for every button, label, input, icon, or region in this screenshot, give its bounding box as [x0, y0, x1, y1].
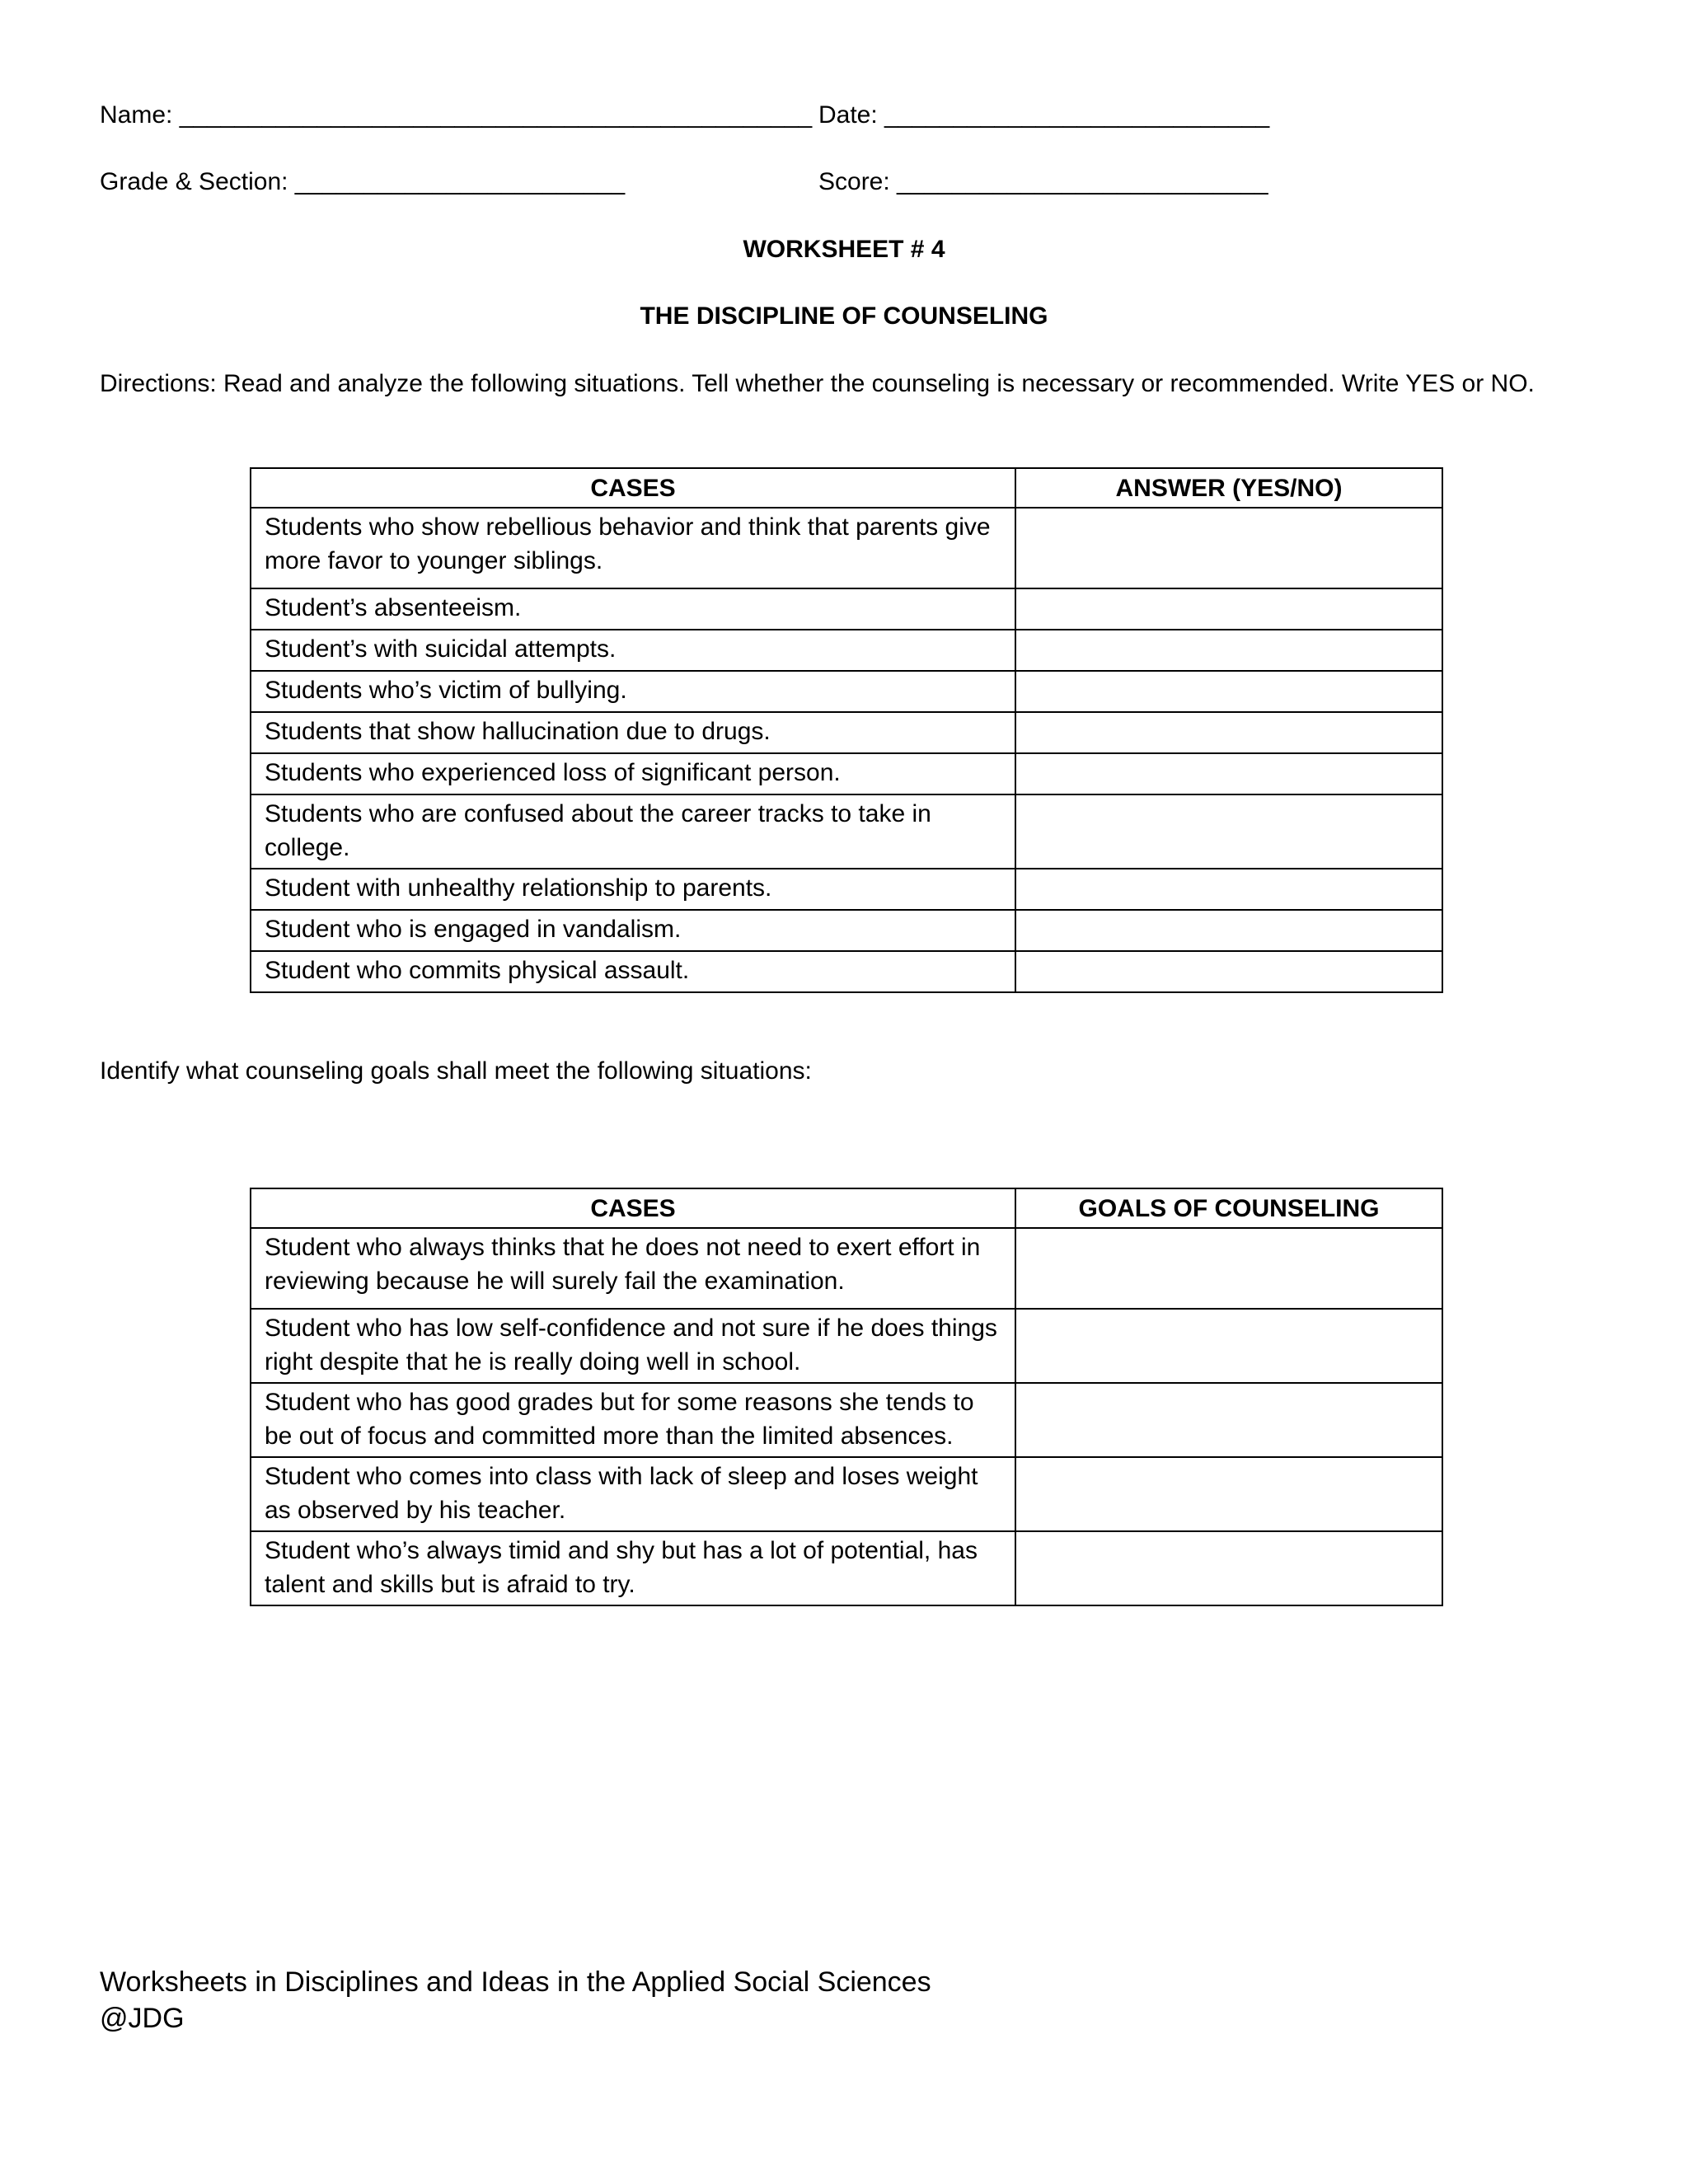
case-text: Student’s with suicidal attempts.: [251, 630, 1015, 671]
goal-cell[interactable]: [1015, 1383, 1442, 1457]
table-row: [251, 794, 1442, 869]
table-row: [251, 951, 1442, 992]
goal-cell[interactable]: [1015, 1228, 1442, 1309]
case-text: Student who comes into class with lack of sleep and loses weight as observed by his teacher.: [251, 1457, 1015, 1531]
goals-table: [250, 1188, 1443, 1606]
answer-cell[interactable]: [1015, 910, 1442, 951]
table-row: [251, 630, 1442, 671]
case-text: Student with unhealthy relationship to parents.: [251, 869, 1015, 910]
date-field[interactable]: Date: ____________________________: [818, 101, 1270, 129]
case-text: Students that show hallucination due to drugs.: [251, 712, 1015, 753]
footer-author: @JDG: [100, 2003, 185, 2034]
goal-cell[interactable]: [1015, 1309, 1442, 1383]
case-text: Students who experienced loss of significant person.: [251, 753, 1015, 794]
case-text: Student who is engaged in vandalism.: [251, 910, 1015, 951]
footer-title: Worksheets in Disciplines and Ideas in the Applied Social Sciences: [100, 1966, 931, 1998]
case-text: Student who always thinks that he does not need to exert effort in reviewing because he will surely fail the examination.: [251, 1228, 1015, 1309]
answer-cell[interactable]: [1015, 671, 1442, 712]
answer-cell[interactable]: [1015, 951, 1442, 992]
case-text: Student who commits physical assault.: [251, 951, 1015, 992]
table-row: [251, 1228, 1442, 1309]
answer-header: ANSWER (YES/NO): [1015, 468, 1442, 508]
case-text: Student who has low self-confidence and not sure if he does things right despite that he is really doing well in school.: [251, 1309, 1015, 1383]
table-row: [251, 712, 1442, 753]
goal-cell[interactable]: [1015, 1531, 1442, 1605]
case-text: Students who’s victim of bullying.: [251, 671, 1015, 712]
table-header-row: [251, 468, 1442, 508]
table-row: [251, 1457, 1442, 1531]
table-row: [251, 753, 1442, 794]
answer-cell[interactable]: [1015, 588, 1442, 630]
identify-instruction: Identify what counseling goals shall meet the following situations:: [100, 1057, 812, 1085]
answer-cell[interactable]: [1015, 869, 1442, 910]
table-row: [251, 1383, 1442, 1457]
table-row: [251, 1531, 1442, 1605]
case-text: Students who show rebellious behavior and think that parents give more favor to younger siblings.: [251, 508, 1015, 588]
answer-cell[interactable]: [1015, 753, 1442, 794]
answer-cell[interactable]: [1015, 712, 1442, 753]
directions-text: Directions: Read and analyze the following situations. Tell whether the counseling is necessary or recommended. Write YES or NO.: [100, 370, 1535, 397]
case-text: Student who has good grades but for some reasons she tends to be out of focus and committed more than the limited absences.: [251, 1383, 1015, 1457]
table-row: [251, 508, 1442, 588]
goals-header: GOALS OF COUNSELING: [1015, 1188, 1442, 1228]
table-row: [251, 910, 1442, 951]
worksheet-number: WORKSHEET # 4: [743, 236, 945, 263]
case-text: Student who’s always timid and shy but has a lot of potential, has talent and skills but is afraid to try.: [251, 1531, 1015, 1605]
table-row: [251, 588, 1442, 630]
worksheet-title: THE DISCIPLINE OF COUNSELING: [640, 302, 1048, 330]
grade-section-field[interactable]: Grade & Section: ________________________: [100, 168, 626, 195]
answer-cell[interactable]: [1015, 630, 1442, 671]
table-header-row: [251, 1188, 1442, 1228]
answer-cell[interactable]: [1015, 794, 1442, 869]
case-text: Student’s absenteeism.: [251, 588, 1015, 630]
table-row: [251, 869, 1442, 910]
cases-header: CASES: [251, 468, 1015, 508]
yes-no-table: [250, 467, 1443, 993]
table-row: [251, 671, 1442, 712]
case-text: Students who are confused about the career tracks to take in college.: [251, 794, 1015, 869]
table-row: [251, 1309, 1442, 1383]
goal-cell[interactable]: [1015, 1457, 1442, 1531]
name-field[interactable]: Name: ______________________________________________: [100, 101, 813, 129]
score-field[interactable]: Score: ___________________________: [818, 168, 1268, 195]
answer-cell[interactable]: [1015, 508, 1442, 588]
cases-header: CASES: [251, 1188, 1015, 1228]
